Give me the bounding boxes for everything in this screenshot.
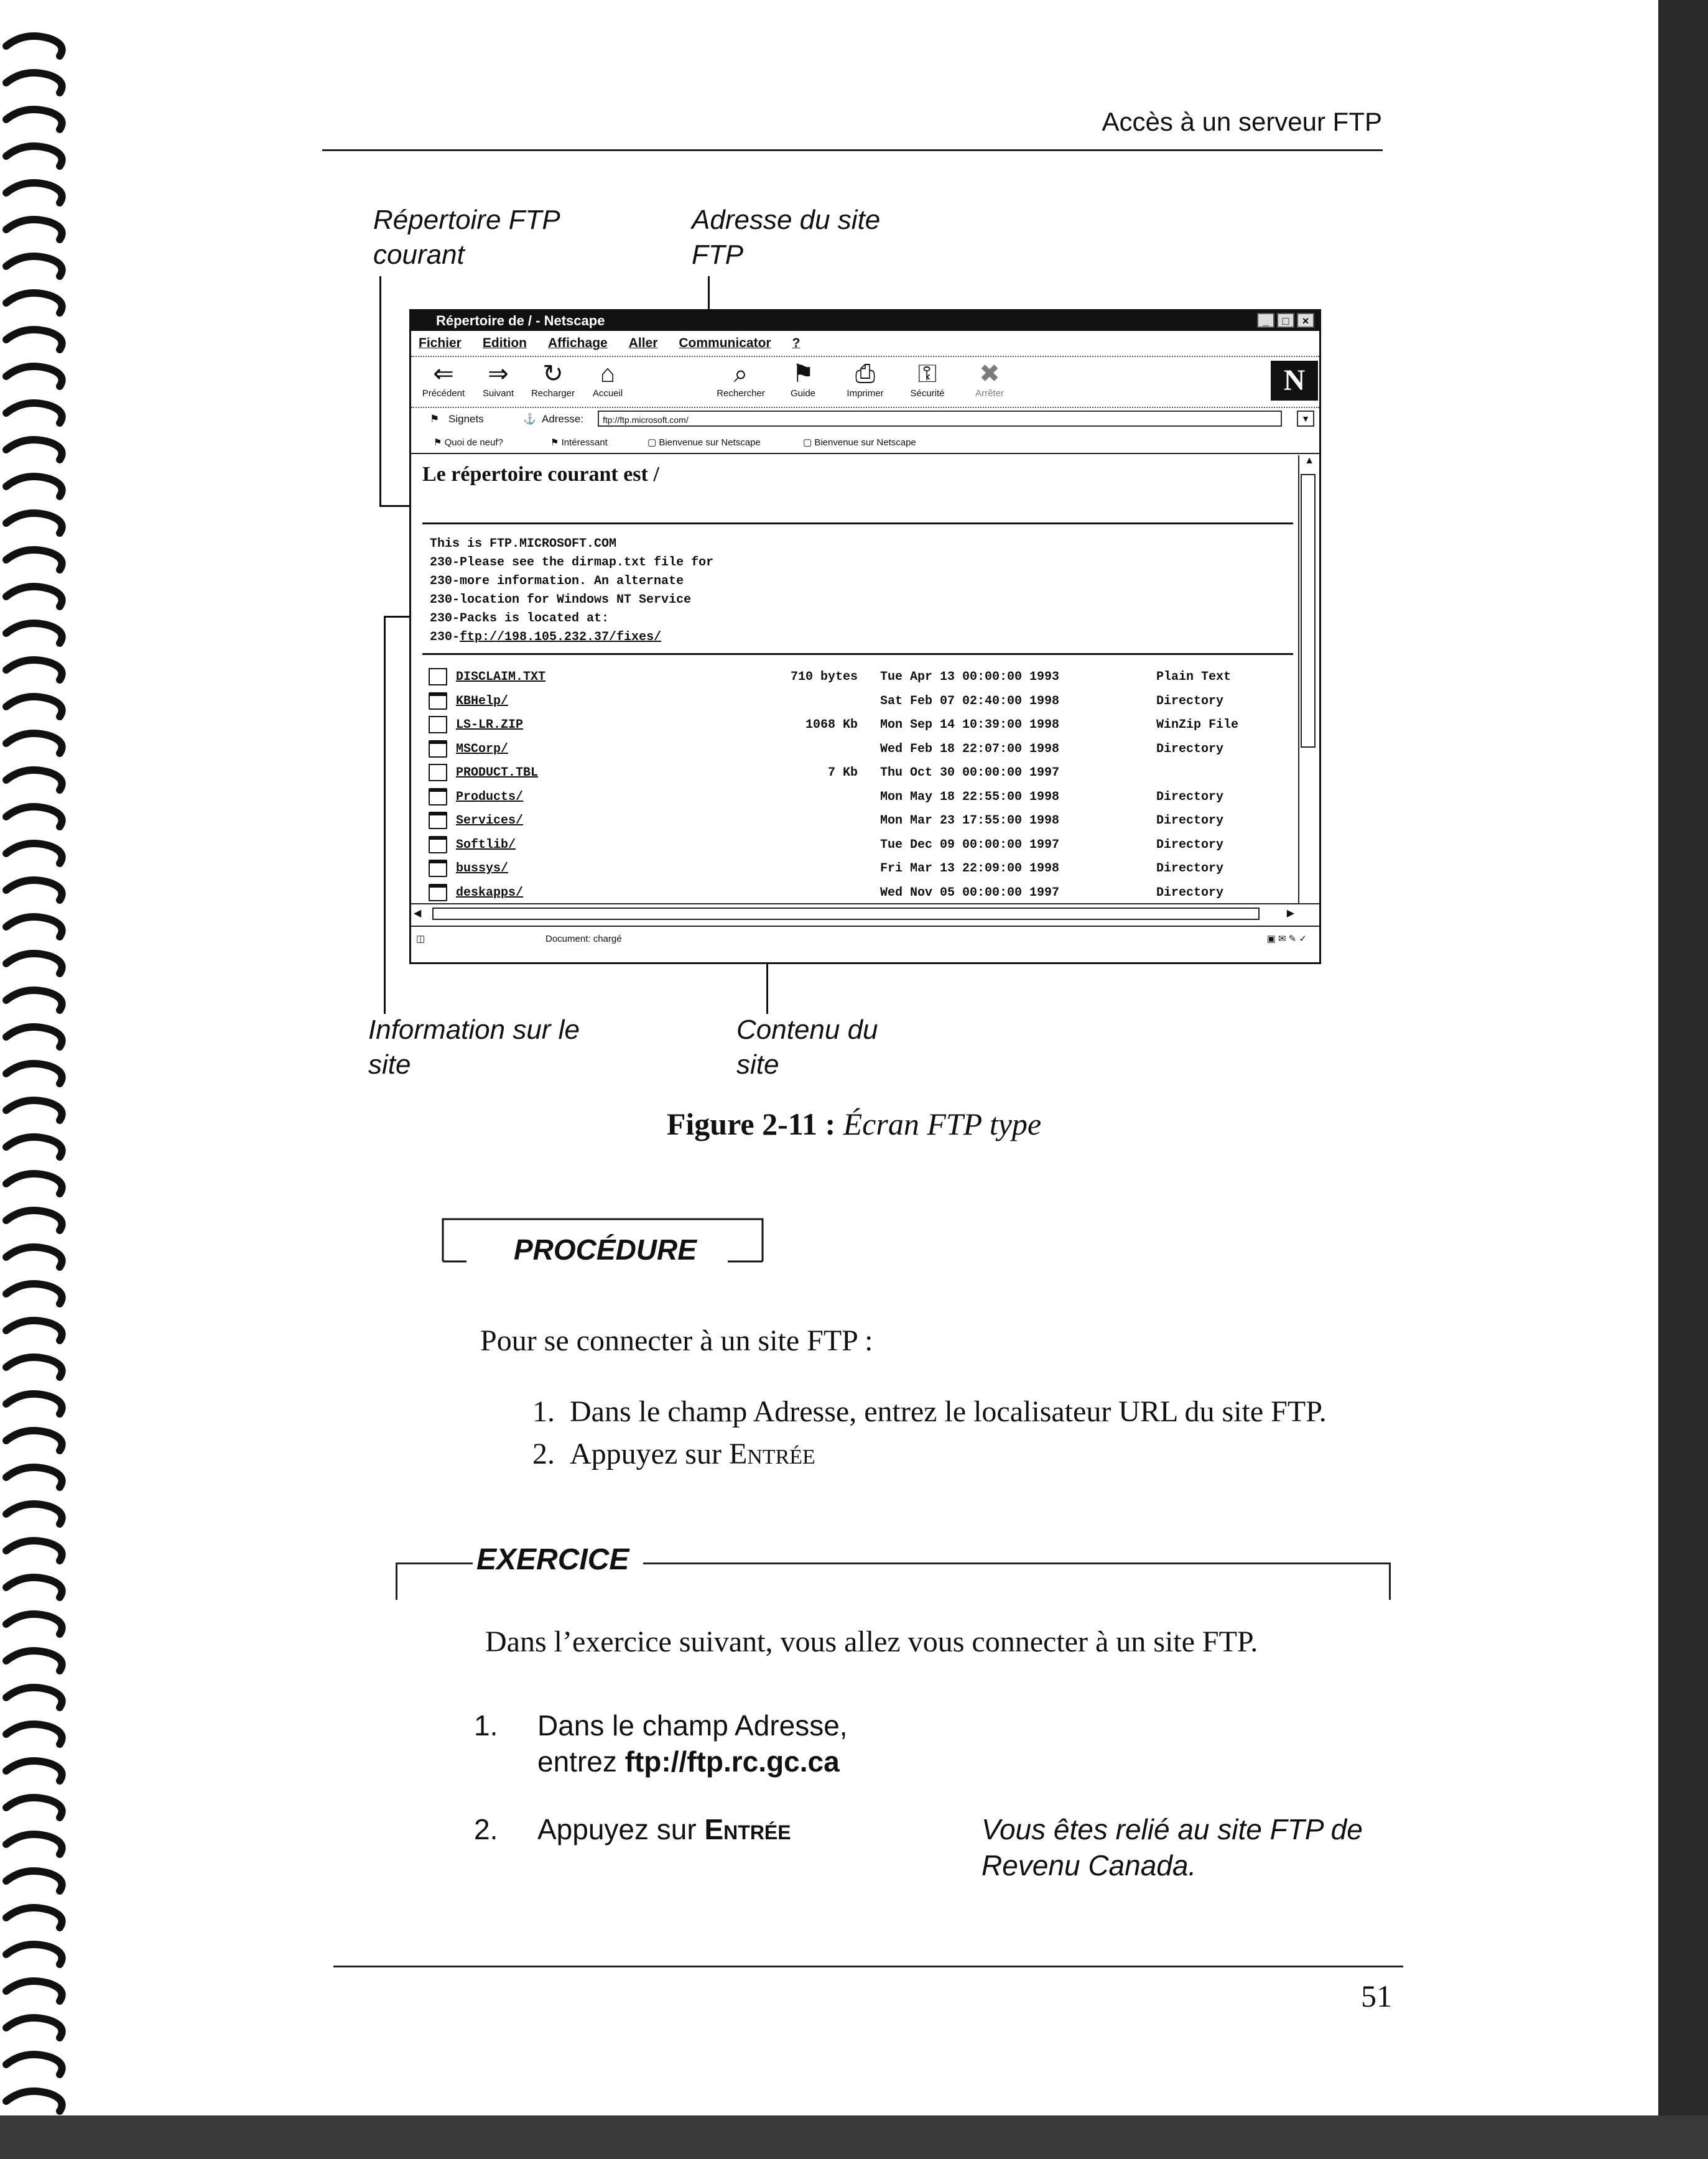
menu-communicator[interactable]: Communicator <box>679 336 771 350</box>
spiral-coil <box>6 73 62 93</box>
personal-link-interesting[interactable]: ⚑ Intéressant <box>550 437 608 448</box>
bookmark-icon: ⚑ <box>430 413 440 425</box>
toolbar-label: Accueil <box>592 388 623 399</box>
spiral-coil <box>6 2091 62 2111</box>
toolbar-button-print[interactable] <box>834 360 896 399</box>
file-date: Fri Mar 13 22:09:00 1998 <box>880 861 1060 876</box>
file-name-link[interactable]: Products/ <box>456 789 524 804</box>
spiral-coil <box>6 770 62 790</box>
window-title-bar <box>411 311 1319 331</box>
server-message <box>430 535 713 647</box>
location-icon: ⚓ <box>523 413 537 425</box>
toolbar-label: Suivant <box>482 388 514 399</box>
horizontal-scroll-thumb[interactable] <box>432 908 1260 920</box>
document-icon[interactable] <box>429 716 447 733</box>
toolbar-button-home[interactable] <box>577 360 639 399</box>
menu-help[interactable]: ? <box>792 336 801 350</box>
toolbar-label: Rechercher <box>717 388 765 399</box>
toolbar-button-back[interactable] <box>412 360 475 399</box>
figure-title: Écran FTP type <box>843 1107 1042 1141</box>
file-row <box>429 833 1287 857</box>
spiral-coil <box>6 660 62 680</box>
file-type: Directory <box>1156 814 1224 828</box>
minimize-button[interactable]: _ <box>1257 313 1274 328</box>
exercise-step-1-text: Dans le champ Adresse, entrez ftp://ftp.rc.gc.ca <box>537 1709 848 1778</box>
spiral-coil <box>6 1651 62 1671</box>
spiral-coil <box>6 697 62 717</box>
search-icon: ⌕ <box>733 360 748 388</box>
key-entree: Entrée <box>704 1813 791 1846</box>
exercise-step-2-text: Appuyez sur Entrée <box>537 1813 791 1846</box>
procedure-step-2: 2. Appuyez sur Entrée <box>532 1437 815 1470</box>
chevron-down-icon: ▼ <box>1301 414 1310 424</box>
spiral-coil <box>6 1724 62 1744</box>
message-rule <box>422 653 1293 655</box>
file-name-link[interactable]: PRODUCT.TBL <box>456 766 539 780</box>
page-heading: Le répertoire courant est / <box>422 463 659 486</box>
personal-link-welcome-2[interactable]: ▢ Bienvenue sur Netscape <box>803 437 916 448</box>
file-type: Directory <box>1156 789 1224 804</box>
stop-icon: ✖ <box>979 360 1000 388</box>
file-row <box>429 809 1287 833</box>
spiral-coil <box>6 293 62 313</box>
file-date: Tue Apr 13 00:00:00 1993 <box>880 670 1060 684</box>
guide-icon: ⚑ <box>792 360 814 388</box>
scroll-left-arrow-icon[interactable]: ◀ <box>414 908 422 919</box>
message-line: 230-Please see the dirmap.txt file for <box>430 555 714 570</box>
file-row <box>429 761 1287 785</box>
file-date: Tue Dec 09 00:00:00 1997 <box>880 837 1060 852</box>
file-date: Sat Feb 07 02:40:00 1998 <box>880 694 1060 708</box>
file-type: Plain Text <box>1156 670 1232 684</box>
reload-icon: ↻ <box>542 360 564 388</box>
file-type: Directory <box>1156 694 1224 708</box>
spiral-coil <box>6 623 62 643</box>
window-title: Répertoire de / - Netscape <box>436 313 605 328</box>
toolbar-label: Guide <box>790 388 816 399</box>
folder-icon[interactable] <box>429 860 447 877</box>
message-line: 230-more information. An alternate <box>430 574 684 588</box>
toolbar-label: Imprimer <box>847 388 884 399</box>
spiral-coil <box>6 1688 62 1707</box>
exercise-frame-top-right <box>643 1562 1391 1564</box>
file-row <box>429 881 1287 905</box>
toolbar-button-security[interactable] <box>896 360 958 399</box>
leader-line-current-dir-elbow <box>379 505 411 507</box>
file-type: Directory <box>1156 837 1224 852</box>
status-text: Document: chargé <box>545 934 622 944</box>
annotation-current-directory: Répertoire FTP courant <box>373 205 560 270</box>
print-icon: ⎙ <box>855 360 875 388</box>
spiral-coil <box>6 2018 62 2038</box>
toolbar-button-forward[interactable] <box>467 360 529 399</box>
horizontal-scrollbar[interactable] <box>411 903 1319 927</box>
document-icon[interactable] <box>429 764 447 781</box>
menu-fichier[interactable]: Fichier <box>419 336 462 350</box>
figure-caption <box>0 1106 1708 1142</box>
file-row <box>429 786 1287 809</box>
menu-affichage[interactable]: Affichage <box>548 336 608 350</box>
file-date: Mon Sep 14 10:39:00 1998 <box>880 718 1060 732</box>
fixes-link[interactable]: ftp://198.105.232.37/fixes/ <box>460 630 662 644</box>
back-arrow-icon: ⇐ <box>433 360 454 388</box>
file-date: Thu Oct 30 00:00:00 1997 <box>880 766 1060 780</box>
message-line: 230-Packs is located at: <box>430 611 610 626</box>
scan-bottom-edge <box>0 2115 1708 2159</box>
spiral-coil <box>6 476 62 496</box>
spiral-coil <box>6 1357 62 1377</box>
address-label: Adresse: <box>542 413 584 425</box>
spiral-coil <box>6 1908 62 1928</box>
spiral-coil <box>6 330 62 350</box>
page-number: 51 <box>1361 1979 1392 2013</box>
file-size: 7 Kb <box>827 766 858 780</box>
leader-line-current-dir <box>379 276 381 506</box>
spiral-coil <box>6 1761 62 1781</box>
file-type: WinZip File <box>1156 718 1239 732</box>
key-entree: Entrée <box>728 1437 815 1470</box>
spiral-coil <box>6 807 62 827</box>
spiral-coil <box>6 256 62 276</box>
file-date: Wed Nov 05 00:00:00 1997 <box>880 885 1060 900</box>
file-size: 710 bytes <box>790 670 858 684</box>
toolbar-label: Arrêter <box>975 388 1004 399</box>
menu-edition[interactable]: Edition <box>482 336 527 350</box>
spiral-coil <box>6 1394 62 1414</box>
menu-aller[interactable]: Aller <box>628 336 658 350</box>
toolbar-label: Recharger <box>531 388 575 399</box>
spiral-coil <box>6 1174 62 1194</box>
toolbar-button-search[interactable] <box>710 360 772 399</box>
address-dropdown-button[interactable] <box>1297 411 1314 427</box>
file-type: Directory <box>1156 741 1224 756</box>
spiral-coil <box>6 1981 62 2001</box>
forward-arrow-icon: ⇒ <box>488 360 509 388</box>
ftp-address-value: ftp://ftp.rc.gc.ca <box>624 1745 840 1778</box>
spiral-coil <box>6 1467 62 1487</box>
spiral-coil <box>6 1834 62 1854</box>
file-row <box>429 738 1287 761</box>
exercise-heading: EXERCICE <box>476 1543 629 1576</box>
spiral-coil <box>6 366 62 386</box>
spiral-coil <box>6 954 62 973</box>
toolbar-button-guide[interactable] <box>772 360 834 399</box>
spiral-coil <box>6 1577 62 1597</box>
component-bar-icons: ▣ ✉ ✎ ✓ <box>1266 934 1307 944</box>
toolbar-button-stop[interactable] <box>958 360 1021 399</box>
spiral-coil <box>6 1431 62 1451</box>
spiral-coil <box>6 220 62 239</box>
procedure-intro: Pour se connecter à un site FTP : <box>480 1324 873 1357</box>
spiral-coil <box>6 440 62 460</box>
file-type: Directory <box>1156 885 1224 900</box>
file-date: Wed Feb 18 22:07:00 1998 <box>880 741 1060 756</box>
spiral-coil <box>6 843 62 863</box>
connection-icon: ◫ <box>416 934 425 944</box>
spiral-coil <box>6 917 62 937</box>
procedure-heading: PROCÉDURE <box>514 1233 697 1266</box>
file-date: Mon Mar 23 17:55:00 1998 <box>880 814 1060 828</box>
file-row <box>429 857 1287 881</box>
exercise-step-2-result: Vous êtes relié au site FTP de Revenu Canada. <box>982 1813 1363 1882</box>
page-content <box>411 455 1294 903</box>
spiral-coil <box>6 1027 62 1047</box>
file-row <box>429 690 1287 713</box>
spiral-coil <box>6 109 62 129</box>
scroll-thumb[interactable] <box>1301 474 1316 748</box>
file-type: Directory <box>1156 861 1224 876</box>
spiral-coil <box>6 1798 62 1818</box>
netscape-logo: N <box>1271 361 1318 401</box>
scroll-up-arrow-icon[interactable]: ▲ <box>1304 455 1314 466</box>
spiral-coil <box>6 1541 62 1561</box>
folder-icon[interactable] <box>429 812 447 829</box>
folder-icon[interactable] <box>429 692 447 710</box>
running-header: Accès à un serveur FTP <box>1102 107 1382 136</box>
footer-rule <box>333 1966 1403 1967</box>
spiral-binding <box>0 0 87 2159</box>
folder-icon[interactable] <box>429 836 447 853</box>
annotation-site-content: Contenu du site <box>736 1014 878 1080</box>
scan-right-edge <box>1658 0 1708 2159</box>
spiral-coil <box>6 990 62 1010</box>
spiral-coil <box>6 2055 62 2074</box>
leader-line-site-info <box>384 616 386 1014</box>
procedure-step-1: 1. Dans le champ Adresse, entrez le localisateur URL du site FTP. <box>532 1395 1327 1428</box>
folder-icon[interactable] <box>429 788 447 806</box>
document-icon[interactable] <box>429 668 447 685</box>
spiral-coil <box>6 1247 62 1267</box>
vertical-scrollbar[interactable] <box>1298 455 1319 903</box>
personal-toolbar <box>411 433 1319 454</box>
toolbar-label: Sécurité <box>910 388 945 399</box>
spiral-coil <box>6 550 62 570</box>
home-icon: ⌂ <box>600 360 616 388</box>
scroll-right-arrow-icon[interactable]: ▶ <box>1286 908 1294 919</box>
spiral-coil <box>6 1944 62 1964</box>
toolbar-label: Précédent <box>422 388 465 399</box>
spiral-coil <box>6 1504 62 1524</box>
heading-rule <box>422 522 1293 524</box>
file-name-link[interactable]: LS-LR.ZIP <box>456 718 524 732</box>
file-name-link[interactable]: Services/ <box>456 814 524 828</box>
spiral-coil <box>6 1210 62 1230</box>
address-input[interactable]: ftp://ftp.microsoft.com/ <box>598 411 1282 427</box>
spiral-coil <box>6 1614 62 1634</box>
exercise-frame-right <box>1389 1562 1391 1600</box>
spiral-coil <box>6 1284 62 1304</box>
file-name-link[interactable]: DISCLAIM.TXT <box>456 670 546 684</box>
annotation-site-information: Information sur le site <box>368 1014 580 1080</box>
toolbar-button-reload[interactable] <box>522 360 584 399</box>
spiral-coil <box>6 513 62 533</box>
header-rule <box>322 149 1383 151</box>
status-bar <box>411 927 1319 952</box>
file-size: 1068 Kb <box>805 718 858 732</box>
file-name-link[interactable]: MSCorp/ <box>456 741 509 756</box>
file-name-link[interactable]: KBHelp/ <box>456 694 509 708</box>
personal-link-whats-new[interactable]: ⚑ Quoi de neuf? <box>434 437 503 448</box>
bookmarks-button[interactable]: Signets <box>448 413 484 425</box>
netscape-browser-screenshot <box>409 309 1321 964</box>
annotation-ftp-address: Adresse du site FTP <box>692 205 881 270</box>
spiral-coil <box>6 146 62 166</box>
security-lock-icon: ⚿ <box>917 360 937 388</box>
exercise-step-2-number: 2. <box>474 1813 498 1846</box>
leader-line-site-info-elbow <box>384 616 411 618</box>
spiral-coil <box>6 36 62 56</box>
exercise-step-1-number: 1. <box>474 1709 498 1742</box>
spiral-coil <box>6 1321 62 1340</box>
close-button[interactable]: × <box>1297 313 1314 328</box>
file-name-link[interactable]: bussys/ <box>456 861 509 876</box>
navigation-toolbar <box>411 356 1319 408</box>
spiral-coil <box>6 587 62 606</box>
message-line: 230-ftp://198.105.232.37/fixes/ <box>430 630 662 644</box>
personal-link-welcome-1[interactable]: ▢ Bienvenue sur Netscape <box>647 437 761 448</box>
spiral-coil <box>6 183 62 203</box>
spiral-coil <box>6 733 62 753</box>
message-line: This is FTP.MICROSOFT.COM <box>430 537 617 551</box>
spiral-coil <box>6 1064 62 1084</box>
spiral-coil <box>6 880 62 900</box>
spiral-coil <box>6 403 62 423</box>
file-row <box>429 713 1287 737</box>
file-name-link[interactable]: deskapps/ <box>456 885 524 900</box>
file-date: Mon May 18 22:55:00 1998 <box>880 789 1060 804</box>
figure-label: Figure 2-11 : <box>666 1107 836 1141</box>
location-bar <box>411 408 1319 430</box>
message-line: 230-location for Windows NT Service <box>430 593 692 607</box>
maximize-button[interactable]: □ <box>1277 313 1294 328</box>
exercise-intro: Dans l’exercice suivant, vous allez vous connecter à un site FTP. <box>485 1625 1258 1658</box>
folder-icon[interactable] <box>429 884 447 901</box>
spiral-coil <box>6 1871 62 1891</box>
folder-icon[interactable] <box>429 740 447 758</box>
exercise-frame-top-left <box>396 1562 473 1564</box>
menu-bar <box>411 333 1319 353</box>
file-row <box>429 666 1287 689</box>
file-name-link[interactable]: Softlib/ <box>456 837 516 852</box>
exercise-frame-left <box>396 1562 397 1600</box>
